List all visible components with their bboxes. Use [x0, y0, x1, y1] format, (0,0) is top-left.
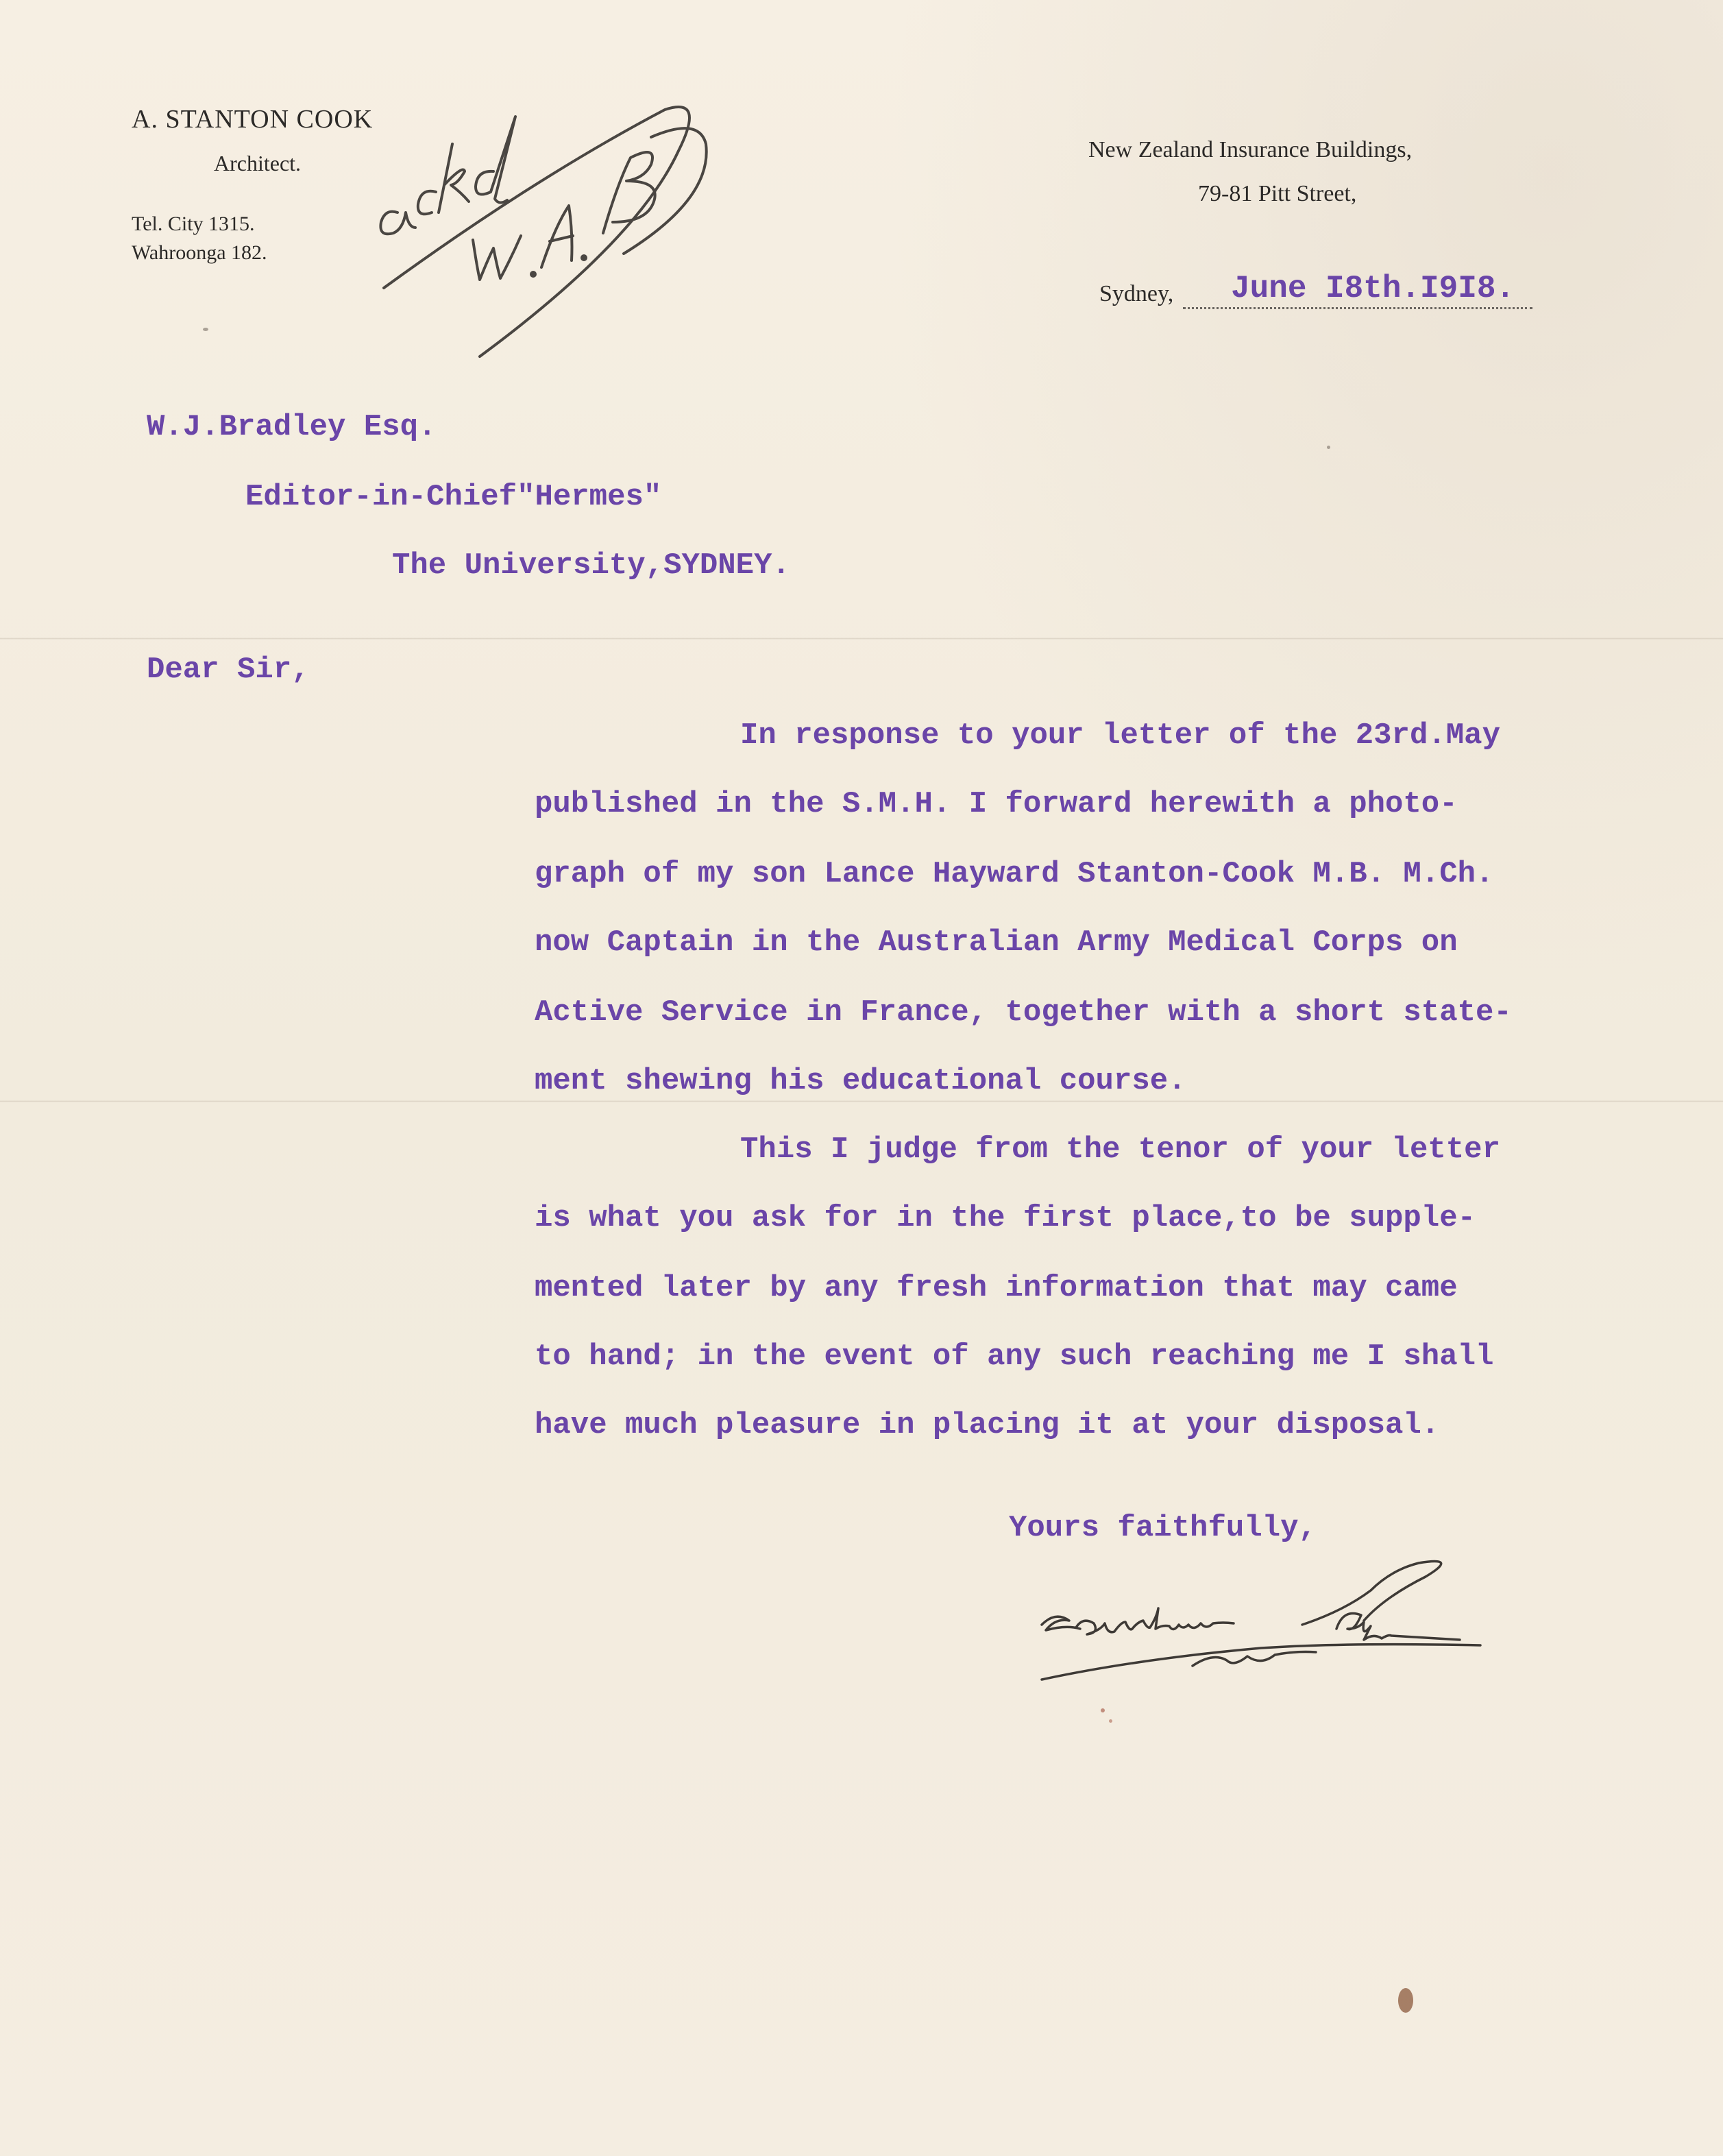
date-dotted-line — [1183, 307, 1532, 309]
letter-date: June I8th.I9I8. — [1231, 271, 1515, 306]
body-line: In response to your letter of the 23rd.May — [740, 718, 1500, 753]
closing: Yours faithfully, — [1009, 1511, 1317, 1545]
body-line: published in the S.M.H. I forward herewith a photo- — [535, 787, 1458, 821]
letterhead-name: A. STANTON COOK — [132, 105, 374, 134]
body-line: mented later by any fresh information that may came — [535, 1271, 1458, 1305]
body-line: is what you ask for in the first place,to be supple- — [535, 1201, 1476, 1235]
letterhead-place: Sydney, — [1099, 281, 1174, 306]
body-line: now Captain in the Australian Army Medical Corps on — [535, 925, 1458, 960]
fold-crease — [0, 1100, 1723, 1102]
signature — [1014, 1542, 1535, 1700]
stain-mark — [203, 328, 208, 331]
letterhead-title: Architect. — [214, 151, 302, 175]
recipient-address: The University,SYDNEY. — [392, 548, 790, 583]
body-line: have much pleasure in placing it at your disposal. — [535, 1408, 1440, 1442]
body-line: graph of my son Lance Hayward Stanton-Cook M.B. M.Ch. — [535, 857, 1494, 891]
body-line: ment shewing his educational course. — [535, 1064, 1186, 1098]
letterhead-building: New Zealand Insurance Buildings, — [1088, 137, 1413, 162]
stain-mark — [1327, 446, 1330, 449]
stain-mark — [1101, 1708, 1105, 1712]
recipient-name: W.J.Bradley Esq. — [147, 410, 437, 444]
letterhead-phone-city: Tel. City 1315. — [132, 213, 255, 235]
salutation: Dear Sir, — [147, 653, 310, 687]
recipient-position: Editor-in-Chief"Hermes" — [245, 480, 662, 514]
body-line: to hand; in the event of any such reaching me I shall — [535, 1340, 1494, 1374]
fold-crease — [0, 638, 1723, 640]
stain-mark — [1398, 1988, 1413, 2013]
letterhead-street: 79-81 Pitt Street, — [1198, 181, 1357, 206]
body-line: Active Service in France, together with a short state- — [535, 995, 1512, 1030]
body-line: This I judge from the tenor of your letter — [740, 1132, 1500, 1167]
stain-mark — [1109, 1719, 1112, 1723]
pencil-annotation — [356, 69, 768, 398]
letterhead-phone-wahroonga: Wahroonga 182. — [132, 241, 267, 264]
